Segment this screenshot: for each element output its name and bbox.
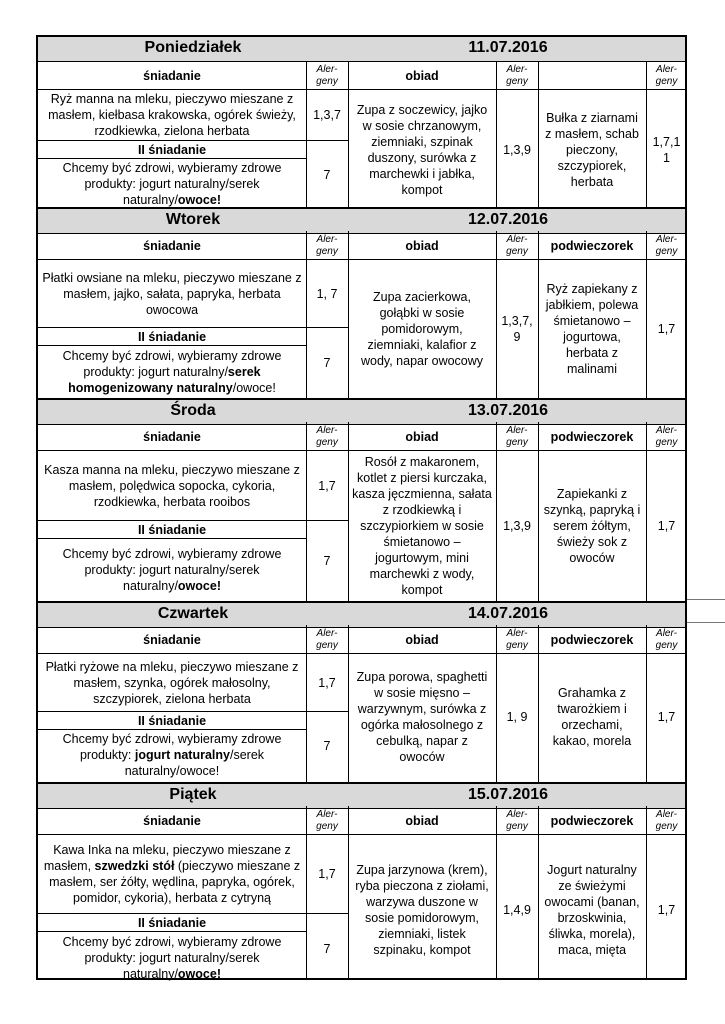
snack-text: Bułka z ziarnami z masłem, schab pieczony, szczypiorek, herbata bbox=[545, 110, 639, 189]
breakfast-text: Płatki ryżowe na mleku, pieczywo mieszane z masłem, szynka, ogórek małosolny, szczypiorek, zielona herbata bbox=[45, 659, 299, 706]
day-header bbox=[38, 601, 685, 628]
second-breakfast-label: II śniadanie bbox=[137, 915, 207, 930]
grid-line bbox=[538, 422, 539, 601]
day-date: 15.07.2016 bbox=[467, 786, 549, 803]
lunch-text: Zupa zacierkowa, gołąbki w sosie pomidorowym, ziemniaki, kalafior z wody, napar owocowy bbox=[360, 290, 484, 368]
second-breakfast-text: Chcemy być zdrowi, wybieramy zdrowe produkty: jogurt naturalny/serek naturalny/owoce! bbox=[62, 161, 282, 207]
col-header-allergens: Aler- geny bbox=[506, 233, 528, 257]
grid-line bbox=[538, 61, 539, 207]
col-header-allergens: Aler- geny bbox=[655, 808, 678, 832]
lunch-allergens: 1, 9 bbox=[506, 710, 528, 724]
grid-line bbox=[348, 61, 349, 207]
second-breakfast-text: Chcemy być zdrowi, wybieramy zdrowe produkty: jogurt naturalny/serek naturalny/owoce! bbox=[62, 547, 282, 593]
snack-text: Zapiekanki z szynką, papryką i serem żółtym, świeży sok z owoców bbox=[543, 487, 641, 565]
snack-allergens: 1,7 bbox=[657, 710, 676, 724]
grid-line bbox=[538, 231, 539, 398]
breakfast-text: Kasza manna na mleku, pieczywo mieszane z masłem, polędwica sopocka, cykoria, rzodkiewka, herbata rooibos bbox=[44, 462, 300, 509]
grid-line bbox=[348, 422, 349, 601]
snack-text: Grahamka z twarożkiem i orzechami, kakao, morela bbox=[552, 686, 632, 748]
col-header-allergens: Aler- geny bbox=[506, 627, 528, 651]
day-header bbox=[38, 207, 685, 234]
grid-line bbox=[306, 61, 307, 207]
day-header bbox=[38, 398, 685, 425]
day-name: Środa bbox=[170, 402, 216, 419]
col-header-allergens: Aler- geny bbox=[506, 424, 528, 448]
day-date: 11.07.2016 bbox=[468, 39, 548, 56]
lunch-text: Rosół z makaronem, kotlet z piersi kurczaka, kasza jęczmienna, sałata z rzodkiewką i szczypiorkiem w sosie śmietanowo – jogurtowym, mini marchewki z wody, kompot bbox=[352, 455, 492, 597]
second-breakfast-text: Chcemy być zdrowi, wybieramy zdrowe produkty: jogurt naturalny/serek naturalny/owoce! bbox=[62, 732, 282, 778]
breakfast-allergens: 1,7 bbox=[318, 867, 336, 881]
col-header-breakfast: śniadanie bbox=[143, 238, 201, 253]
lunch-allergens: 1,3,9 bbox=[503, 142, 531, 157]
grid-line bbox=[348, 231, 349, 398]
snack-allergens: 1,7 bbox=[657, 902, 676, 917]
second-breakfast-label: II śniadanie bbox=[137, 713, 207, 728]
breakfast-allergens: 1,3,7 bbox=[313, 108, 341, 122]
col-header-snack: podwieczorek bbox=[550, 632, 634, 647]
col-header-allergens: Aler- geny bbox=[655, 424, 678, 448]
lunch-text: Zupa jarzynowa (krem), ryba pieczona z ziołami, warzywa duszone w sosie pomidorowym, ziemniaki, listek szpinaku, kompot bbox=[355, 862, 489, 957]
snack-text: Ryż zapiekany z jabłkiem, polewa śmietanowo – jogurtowa, herbata z malinami bbox=[545, 282, 639, 376]
day-date: 14.07.2016 bbox=[467, 605, 549, 622]
day-date: 12.07.2016 bbox=[467, 211, 549, 228]
grid-line bbox=[646, 231, 647, 398]
grid-line bbox=[646, 625, 647, 782]
grid-line bbox=[496, 231, 497, 398]
col-header-allergens: Aler- geny bbox=[316, 808, 338, 832]
snack-allergens: 1,7,1 1 bbox=[652, 134, 681, 165]
breakfast-allergens: 1,7 bbox=[318, 675, 336, 690]
second-breakfast-text: Chcemy być zdrowi, wybieramy zdrowe produkty: jogurt naturalny/serek naturalny/owoce! bbox=[62, 935, 282, 981]
day-name: Wtorek bbox=[165, 211, 221, 228]
breakfast-text: Kawa Inka na mleku, pieczywo mieszane z masłem, szwedzki stół (pieczywo mieszane z masłem, ser żółty, wędlina, papryka, ogórek, pomidor, cykoria), herbata z cytryną bbox=[43, 843, 301, 905]
col-header-lunch: obiad bbox=[405, 429, 439, 444]
col-header-snack: podwieczorek bbox=[550, 429, 634, 444]
page-edge-line bbox=[687, 599, 725, 600]
col-header-snack bbox=[538, 62, 646, 89]
col-header-allergens: Aler- geny bbox=[316, 424, 338, 448]
second-breakfast-label: II śniadanie bbox=[137, 142, 207, 157]
grid-line bbox=[646, 422, 647, 601]
lunch-allergens: 1,4,9 bbox=[503, 902, 531, 917]
second-breakfast-label: II śniadanie bbox=[137, 522, 207, 537]
day-name: Czwartek bbox=[157, 605, 229, 622]
grid-line bbox=[538, 806, 539, 978]
grid-line bbox=[306, 231, 307, 398]
snack-text: Jogurt naturalny ze świeżymi owocami (banan, brzoskwinia, śliwka, morela), maca, mięta bbox=[544, 862, 640, 957]
col-header-snack: podwieczorek bbox=[550, 238, 634, 253]
grid-line bbox=[496, 61, 497, 207]
grid-line bbox=[306, 422, 307, 601]
col-header-breakfast: śniadanie bbox=[143, 632, 201, 647]
grid-line bbox=[348, 806, 349, 978]
lunch-allergens: 1,3,7, 9 bbox=[501, 314, 533, 344]
lunch-text: Zupa z soczewicy, jajko w sosie chrzanowym, ziemniaki, szpinak duszony, surówka z marchewki i jabłka, kompot bbox=[356, 102, 488, 197]
col-header-allergens: Aler- geny bbox=[655, 627, 678, 651]
col-header-snack: podwieczorek bbox=[550, 813, 634, 828]
breakfast-text: Płatki owsiane na mleku, pieczywo mieszane z masłem, jajko, sałata, papryka, herbata owocowa bbox=[42, 270, 302, 317]
grid-line bbox=[496, 422, 497, 601]
col-header-allergens: Aler- geny bbox=[655, 233, 678, 257]
day-header bbox=[38, 782, 685, 809]
col-header-breakfast: śniadanie bbox=[143, 429, 201, 444]
second-breakfast-text: Chcemy być zdrowi, wybieramy zdrowe produkty: jogurt naturalny/serek homogenizowany naturalny/owoce! bbox=[62, 349, 282, 395]
grid-line bbox=[646, 61, 647, 207]
col-header-breakfast: śniadanie bbox=[143, 813, 201, 828]
col-header-allergens: Aler- geny bbox=[655, 63, 678, 87]
col-header-allergens: Aler- geny bbox=[506, 808, 528, 832]
lunch-allergens: 1,3,9 bbox=[503, 519, 531, 533]
grid-line bbox=[646, 806, 647, 978]
page-edge-line bbox=[687, 622, 725, 623]
grid-line bbox=[306, 625, 307, 782]
col-header-breakfast: śniadanie bbox=[143, 68, 201, 83]
grid-line bbox=[306, 806, 307, 978]
col-header-lunch: obiad bbox=[405, 238, 439, 253]
second-breakfast-allergens: 7 bbox=[323, 168, 331, 182]
grid-line bbox=[538, 625, 539, 782]
col-header-lunch: obiad bbox=[405, 813, 439, 828]
second-breakfast-allergens: 7 bbox=[323, 942, 331, 956]
day-header bbox=[38, 37, 685, 62]
day-date: 13.07.2016 bbox=[467, 402, 549, 419]
col-header-lunch: obiad bbox=[405, 68, 439, 83]
breakfast-text: Ryż manna na mleku, pieczywo mieszane z masłem, kiełbasa krakowska, ogórek świeży, rzodkiewka, zielona herbata bbox=[48, 92, 296, 138]
lunch-text: Zupa porowa, spaghetti w sosie mięsno – warzywnym, surówka z ogórka małosolnego z cebulką, napar z owoców bbox=[356, 670, 488, 764]
second-breakfast-allergens: 7 bbox=[323, 739, 331, 753]
breakfast-allergens: 1,7 bbox=[318, 478, 336, 493]
col-header-allergens: Aler- geny bbox=[316, 233, 338, 257]
day-name: Piątek bbox=[169, 786, 217, 803]
day-name: Poniedziałek bbox=[144, 39, 242, 56]
breakfast-allergens: 1, 7 bbox=[316, 286, 338, 301]
grid-line bbox=[496, 806, 497, 978]
col-header-allergens: Aler- geny bbox=[316, 627, 338, 651]
second-breakfast-allergens: 7 bbox=[323, 356, 331, 370]
snack-allergens: 1,7 bbox=[657, 519, 676, 533]
col-header-allergens: Aler- geny bbox=[506, 63, 528, 87]
grid-line bbox=[496, 625, 497, 782]
col-header-lunch: obiad bbox=[405, 632, 439, 647]
second-breakfast-label: II śniadanie bbox=[137, 329, 207, 344]
second-breakfast-allergens: 7 bbox=[323, 554, 331, 568]
menu-sheet bbox=[36, 35, 687, 980]
grid-line bbox=[348, 625, 349, 782]
col-header-allergens: Aler- geny bbox=[316, 63, 338, 87]
snack-allergens: 1,7 bbox=[657, 322, 676, 336]
